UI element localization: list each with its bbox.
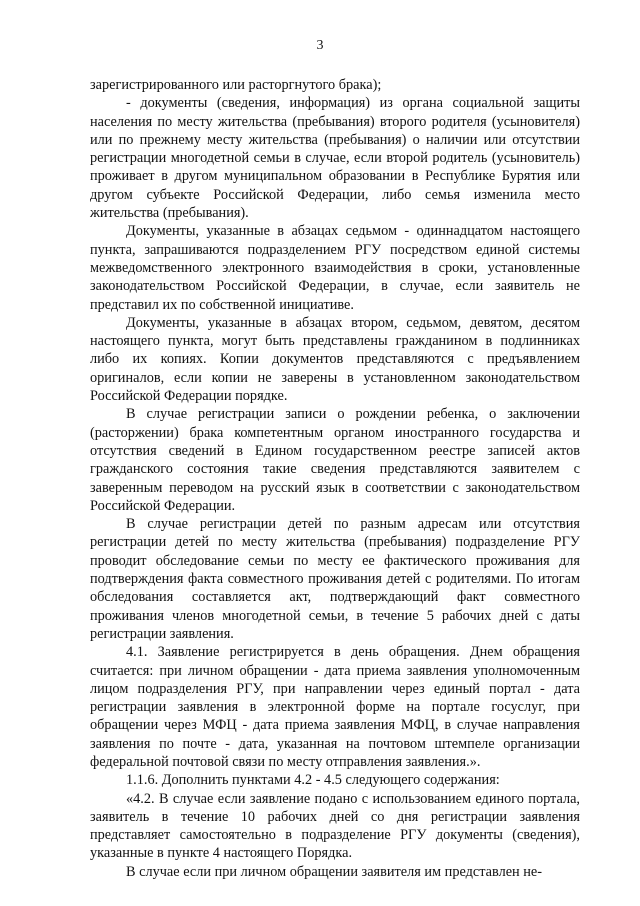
paragraph-4-1-registration-date: 4.1. Заявление регистрируется в день обращения. Днем обращения считается: при личном обращении - дата приема заявления уполномоченным лицом подразделения РГУ, при направлении через единый портал - дата регистрации заявления в электронной форме на портале госуслуг, при обращении через МФЦ - дата приема заявления МФЦ, в случае направления заявления по почте - дата, указанная на почтовом штемпеле организации федеральной почтовой связи по месту отправления заявления.». <box>90 644 580 770</box>
page-number: 3 <box>316 38 324 53</box>
paragraph-4-2-portal-submission: «4.2. В случае если заявление подано с использованием единого портала, заявитель в течение 10 рабочих дней со дня регистрации заявления представляет самостоятельно в подразделение РГУ документы (сведения), указанные в пункте 4 настоящего Порядка. <box>90 790 580 862</box>
paragraph-continuation: зарегистрированного или расторгнутого брака); <box>90 77 382 93</box>
paragraph-personal-submission: В случае если при личном обращении заявителя им представлен не- <box>126 863 543 880</box>
paragraph-1-1-6-amendment: 1.1.6. Дополнить пунктами 4.2 - 4.5 следующего содержания: <box>126 772 500 789</box>
paragraph-foreign-registration: В случае регистрации записи о рождении ребенка, о заключении (расторжении) брака компетентным органом иностранного государства и отсутствия сведений в Едином государственном реестре записей актов гражданского состояния такие сведения представляются заявителем с заверенным переводом на русский язык в соответствии с законодательством Российской Федерации. <box>90 406 580 514</box>
paragraph-original-copies: Документы, указанные в абзацах втором, седьмом, девятом, десятом настоящего пункта, могут быть представлены гражданином в подлинниках либо их копиях. Копии документов представляются с предъявлением оригиналов, если копии не заверены в установленном законодательством Российской Федерации порядке. <box>90 314 580 405</box>
paragraph-family-inspection: В случае регистрации детей по разным адресам или отсутствия регистрации детей по месту жительства (пребывания) подразделение РГУ проводит обследование семьи по месту ее фактического проживания для подтверждения факта совместного проживания детей с родителями. По итогам обследования составляется акт, подтверждающий факт совместного проживания членов многодетной семьи, в течение 5 рабочих дней с даты регистрации заявления. <box>90 516 580 642</box>
paragraph-interagency-requests: Документы, указанные в абзацах седьмом - одиннадцатом настоящего пункта, запрашиваются подразделением РГУ посредством единой системы межведомственного электронного взаимодействия в сроки, установленные законодательством Российской Федерации, в случае, если заявитель не представил их по собственной инициативе. <box>90 223 580 313</box>
document-body <box>90 76 580 881</box>
paragraph-social-protection-documents: - документы (сведения, информация) из органа социальной защиты населения по месту жительства (пребывания) второго родителя (усыновителя) или по прежнему месту жительства (пребывания) о наличии или отсутствии регистрации многодетной семьи в случае, если второй родитель (усыновитель) проживает в другом муниципальном образовании в Республике Бурятия или другом субъекте Российской Федерации, либо семья изменила место жительства (пребывания). <box>90 95 580 222</box>
